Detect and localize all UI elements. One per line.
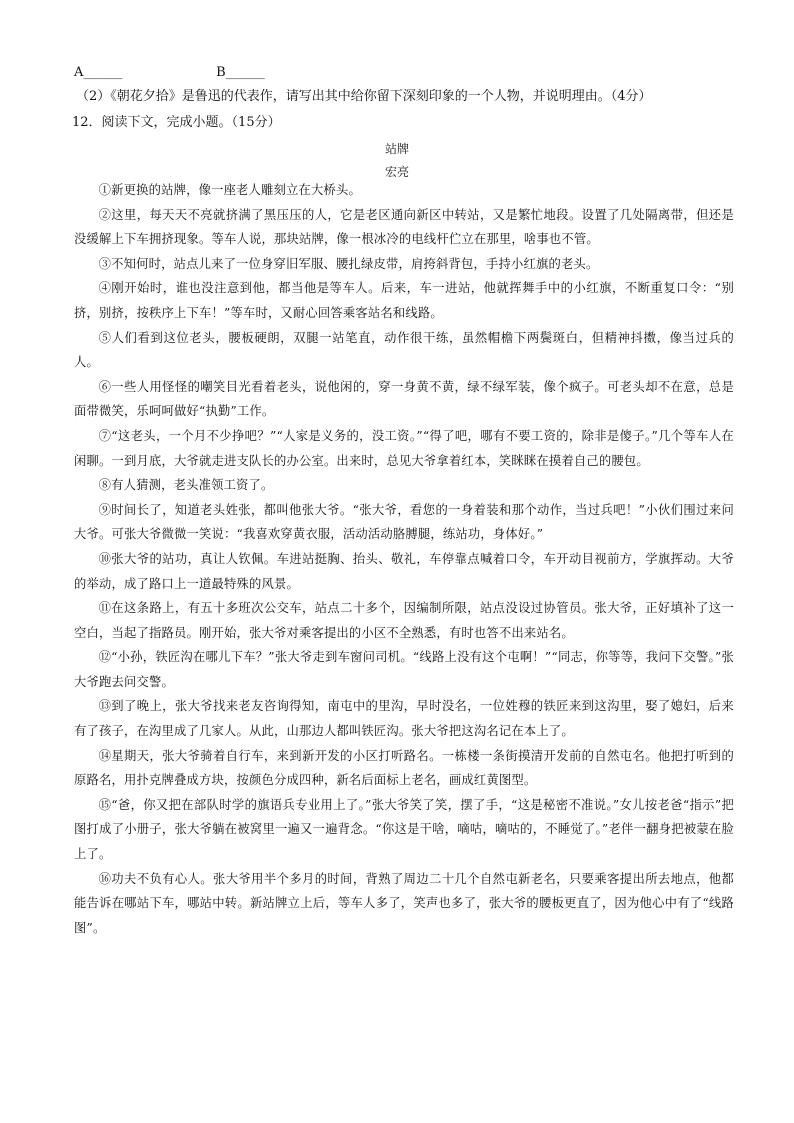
paragraph-4: ④刚开始时，谁也没注意到他，都当他是等车人。后来，车一进站，他就挥舞手中的小红旗，不断重复口令：“别挤，别挤，按秩序上下车！”等车时，又耐心回答乘客站名和线路。 bbox=[74, 281, 734, 320]
paragraph-6: ⑥一些人用怪怪的嘲笑目光看着老头，说他闲的，穿一身黄不黄，绿不绿军装，像个疯子。可老头却不在意，总是面带微笑，乐呵呵做好“执勤”工作。 bbox=[74, 379, 734, 419]
paragraph-14: ⑭星期天，张大爷骑着自行车，来到新开发的小区打听路名。一栋楼一条街摸清开发前的自然屯名。他把打听到的原路名，用扑克牌叠成方块，按颜色分成四种，新名后面标上老名，画成红黄图型。 bbox=[74, 748, 734, 788]
paragraph-3: ③不知何时，站点儿来了一位身穿旧军服、腰扎绿皮带，肩挎斜背包，手持小红旗的老头。 bbox=[98, 256, 599, 271]
paragraph-9: ⑨时间长了，知道老头姓张，都叫他张大爷。“张大爷，看您的一身着装和那个动作，当过兵吧！”小伙们围过来问大爷。可张大爷微微一笑说：“我喜欢穿黄衣服，活动活动胳膊腿，练站功，身体好。” bbox=[74, 502, 734, 542]
answer-b-blank: B______ bbox=[216, 65, 265, 80]
paragraph-5: ⑤人们看到这位老头，腰板硬朗，双腿一站笔直，动作很干练，虽然帽檐下两鬓斑白，但精神抖擞，像当过兵的人。 bbox=[74, 330, 734, 370]
paragraph-1: ①新更换的站牌，像一座老人雕刻立在大桥头。 bbox=[98, 183, 362, 197]
paragraph-8: ⑧有人猜测，老头准领工资了。 bbox=[98, 478, 274, 493]
paragraph-12: ⑫“小孙，铁匠沟在哪儿下车？”张大爷走到车窗问司机。“线路上没有这个屯啊！”“同志，你等等，我问下交警。”张大爷跑去问交警。 bbox=[74, 650, 734, 689]
paragraph-7: ⑦“这老头，一个月不少挣吧？”“人家是义务的，没工资。”“得了吧，哪有不要工资的，除非是傻子。”几个等车人在闲聊。一到月底，大爷就走进支队长的办公室。出来时，总见大爷拿着红本，笑眯眯在摸着自己的腰包。 bbox=[74, 428, 734, 468]
answer-blanks bbox=[74, 64, 734, 82]
article-author: 宏亮 bbox=[384, 165, 409, 179]
paragraph-11: ⑪在这条路上，有五十多班次公交车，站点二十多个，因编制所限，站点没设过协管员。张大爷，正好填补了这一空白，当起了指路员。刚开始，张大爷对乘客提出的小区不全熟悉，有时也答不出来站名。 bbox=[74, 601, 734, 640]
paragraph-15: ⑮“爸，你又把在部队时学的旗语兵专业用上了。”张大爷笑了笑，摆了手，“这是秘密不准说。”女儿按老爸“指示”把图打成了小册子，张大爷躺在被窝里一遍又一遍背念。“你这是干啥，嘀咕，嘀咕的，不睡觉了。”老伴一翻身把被蒙在脸上了。 bbox=[74, 797, 734, 862]
paragraph-16: ⑯功夫不负有心人。张大爷用半个多月的时间，背熟了周边二十几个自然屯新老名，只要乘客提出所去地点，他都能告诉在哪站下车，哪站中转。新站牌立上后，等车人多了，笑声也多了，张大爷的腰板更直了，因为他心中有了“线路图”。 bbox=[74, 871, 734, 935]
article-body bbox=[74, 178, 734, 940]
article-title: 站牌 bbox=[384, 142, 409, 156]
paragraph-13: ⑬到了晚上，张大爷找来老友咨询得知，南屯中的里沟，早时没名，一位姓穆的铁匠来到这沟里，娶了媳妇，后来有了孩子，在沟里成了几家人。从此，山那边人都叫铁匠沟。张大爷把这沟名记在本上了。 bbox=[74, 699, 734, 739]
answer-a-blank: A______ bbox=[74, 65, 123, 80]
question-2: （2）《朝花夕拾》是鲁迅的代表作，请写出其中给你留下深刻印象的一个人物，并说明理由。（4分） bbox=[76, 89, 652, 104]
paragraph-2: ②这里，每天天不亮就挤满了黑压压的人，它是老区通向新区中转站，又是繁忙地段。设置了几处隔离带，但还是没缓解上下车拥挤现象。等车人说，那块站牌，像一根冰冷的电线杆伫立在那里，啥事也不管。 bbox=[74, 207, 734, 247]
paragraph-10: ⑩张大爷的站功，真让人钦佩。车进站挺胸、抬头、敬礼，车停靠点喊着口令，车开动目视前方，学旗挥动。大爷的举动，成了路口上一道最特殊的风景。 bbox=[74, 551, 734, 591]
question-12: 12．阅读下文，完成小题。（15分） bbox=[72, 115, 281, 130]
